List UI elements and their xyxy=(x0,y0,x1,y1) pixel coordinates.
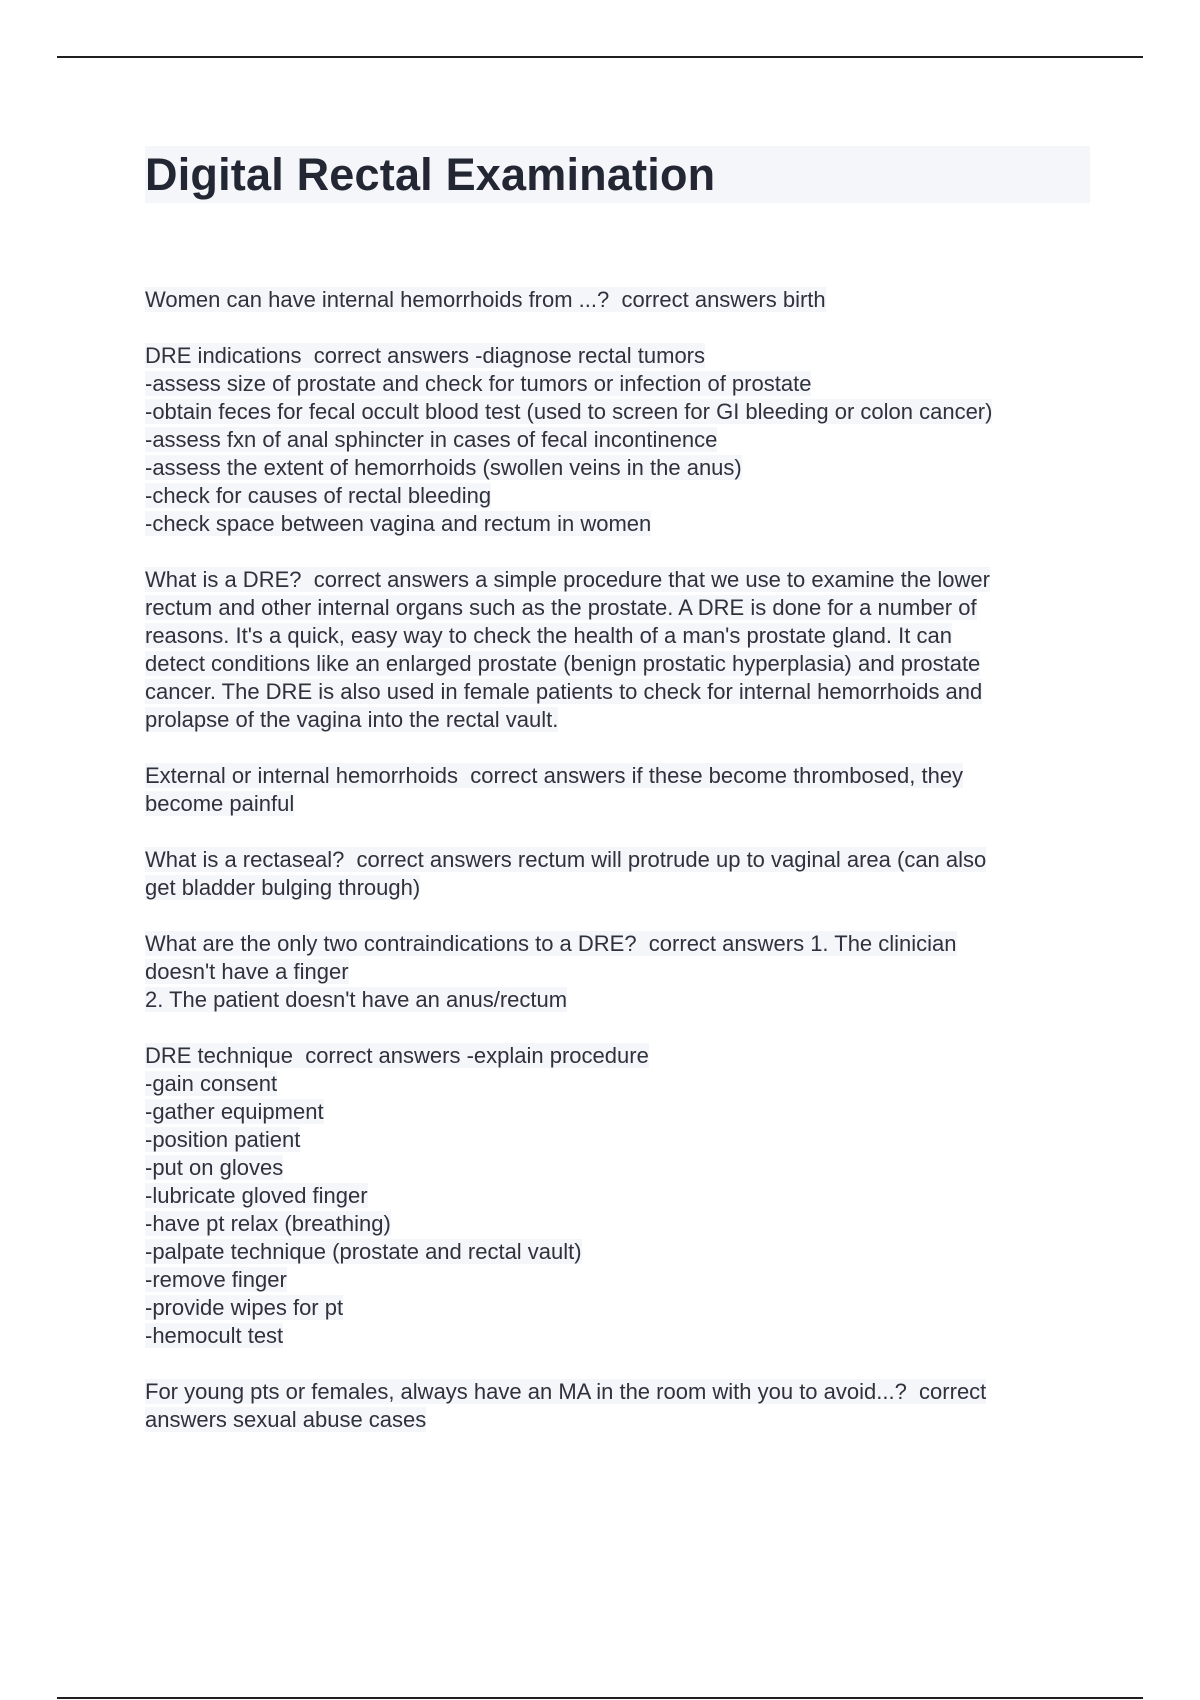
qa-line-text: -palpate technique (prostate and rectal vault) xyxy=(145,1239,582,1264)
qa-item xyxy=(145,1042,1090,1350)
qa-line-text: What are the only two contraindications to a DRE? correct answers 1. The clinician xyxy=(145,931,957,956)
qa-line xyxy=(145,622,1090,650)
qa-line xyxy=(145,286,1090,314)
qa-line xyxy=(145,1378,1090,1406)
document-body xyxy=(145,146,1090,1462)
qa-line-text: -gain consent xyxy=(145,1071,278,1096)
qa-item xyxy=(145,762,1090,818)
top-rule xyxy=(57,56,1143,58)
qa-line xyxy=(145,986,1090,1014)
qa-line-text: -put on gloves xyxy=(145,1155,284,1180)
qa-line xyxy=(145,510,1090,538)
qa-line xyxy=(145,342,1090,370)
qa-line xyxy=(145,594,1090,622)
qa-line-text: -remove finger xyxy=(145,1267,287,1292)
qa-line xyxy=(145,1406,1090,1434)
qa-line-text: What is a DRE? correct answers a simple procedure that we use to examine the lower xyxy=(145,567,990,592)
qa-line-text: -obtain feces for fecal occult blood test (used to screen for GI bleeding or colon cancer) xyxy=(145,399,993,424)
qa-line-text: -check for causes of rectal bleeding xyxy=(145,483,492,508)
qa-line-text: -provide wipes for pt xyxy=(145,1295,344,1320)
qa-line xyxy=(145,874,1090,902)
qa-item xyxy=(145,930,1090,1014)
qa-line-text: detect conditions like an enlarged prostate (benign prostatic hyperplasia) and prostate xyxy=(145,651,981,676)
qa-item xyxy=(145,1378,1090,1434)
qa-line xyxy=(145,1182,1090,1210)
qa-line xyxy=(145,566,1090,594)
qa-line-text: rectum and other internal organs such as the prostate. A DRE is done for a number of xyxy=(145,595,977,620)
qa-line xyxy=(145,1322,1090,1350)
qa-line-text: DRE technique correct answers -explain procedure xyxy=(145,1043,649,1068)
qa-item xyxy=(145,566,1090,734)
qa-line xyxy=(145,1154,1090,1182)
qa-line-text: DRE indications correct answers -diagnose rectal tumors xyxy=(145,343,706,368)
bottom-rule xyxy=(57,1697,1143,1699)
qa-line-text: -assess the extent of hemorrhoids (swollen veins in the anus) xyxy=(145,455,742,480)
qa-line-text: -assess size of prostate and check for tumors or infection of prostate xyxy=(145,371,812,396)
qa-line-text: -lubricate gloved finger xyxy=(145,1183,368,1208)
qa-line xyxy=(145,1042,1090,1070)
qa-line-text: cancer. The DRE is also used in female patients to check for internal hemorrhoids and xyxy=(145,679,983,704)
qa-line-text: For young pts or females, always have an MA in the room with you to avoid...? correct xyxy=(145,1379,987,1404)
qa-line xyxy=(145,482,1090,510)
qa-line xyxy=(145,1098,1090,1126)
qa-line xyxy=(145,1210,1090,1238)
title-band xyxy=(145,146,1090,203)
qa-line xyxy=(145,370,1090,398)
qa-line-text: Women can have internal hemorrhoids from ...? correct answers birth xyxy=(145,287,826,312)
qa-item xyxy=(145,286,1090,314)
document-title: Digital Rectal Examination xyxy=(145,149,716,200)
qa-line-text: -gather equipment xyxy=(145,1099,324,1124)
qa-line xyxy=(145,930,1090,958)
qa-item xyxy=(145,846,1090,902)
qa-line-text: become painful xyxy=(145,791,295,816)
qa-line-text: -position patient xyxy=(145,1127,301,1152)
qa-line-text: answers sexual abuse cases xyxy=(145,1407,427,1432)
qa-line xyxy=(145,762,1090,790)
qa-line-text: 2. The patient doesn't have an anus/rectum xyxy=(145,987,568,1012)
qa-line-text: get bladder bulging through) xyxy=(145,875,421,900)
qa-list xyxy=(145,286,1090,1434)
qa-line xyxy=(145,1126,1090,1154)
qa-line-text: -hemocult test xyxy=(145,1323,284,1348)
qa-line xyxy=(145,1070,1090,1098)
qa-line xyxy=(145,650,1090,678)
qa-line xyxy=(145,1238,1090,1266)
qa-line xyxy=(145,846,1090,874)
qa-line-text: -have pt relax (breathing) xyxy=(145,1211,391,1236)
qa-line xyxy=(145,706,1090,734)
qa-line-text: -assess fxn of anal sphincter in cases of fecal incontinence xyxy=(145,427,718,452)
qa-line xyxy=(145,426,1090,454)
qa-line-text: External or internal hemorrhoids correct answers if these become thrombosed, they xyxy=(145,763,964,788)
qa-line xyxy=(145,790,1090,818)
qa-line-text: What is a rectaseal? correct answers rectum will protrude up to vaginal area (can also xyxy=(145,847,987,872)
qa-line-text: doesn't have a finger xyxy=(145,959,349,984)
qa-line xyxy=(145,398,1090,426)
qa-item xyxy=(145,342,1090,538)
qa-line xyxy=(145,958,1090,986)
qa-line xyxy=(145,1294,1090,1322)
qa-line-text: prolapse of the vagina into the rectal vault. xyxy=(145,707,559,732)
qa-line xyxy=(145,454,1090,482)
qa-line xyxy=(145,678,1090,706)
qa-line xyxy=(145,1266,1090,1294)
qa-line-text: reasons. It's a quick, easy way to check the health of a man's prostate gland. It can xyxy=(145,623,952,648)
qa-line-text: -check space between vagina and rectum in women xyxy=(145,511,652,536)
